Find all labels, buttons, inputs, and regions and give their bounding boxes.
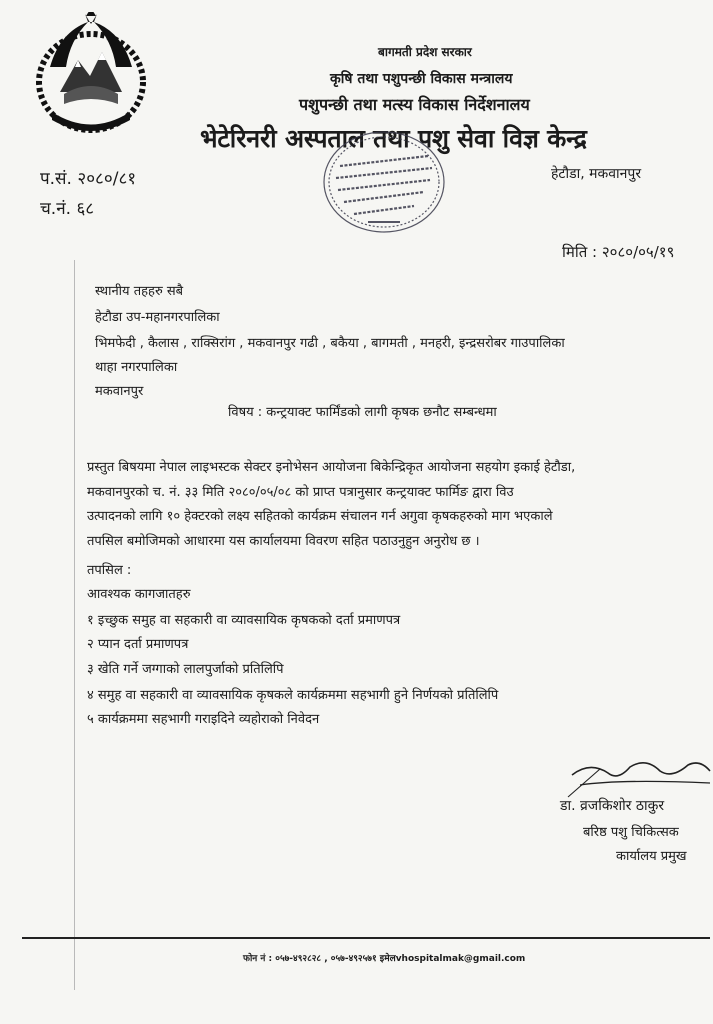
- letter-subject: विषय : कन्ट्रयाक्ट फार्मिंडको लागी कृषक छनौट सम्बन्धमा: [228, 405, 497, 420]
- document-item: ५ कार्यक्रममा सहभागी गराइदिने व्यहोराको निवेदन: [87, 712, 320, 727]
- recipient-line: भिमफेदी , कैलास , राक्सिरांग , मकवानपुर गढी , बकैया , बागमती , मनहरी, इन्द्रसरोबर गाउपालिका: [95, 336, 565, 351]
- document-item: ३ खेति गर्ने जग्गाको लालपुर्जाको प्रतिलिपि: [87, 662, 284, 677]
- body-line: प्रस्तुत बिषयमा नेपाल लाइभस्टक सेक्टर इनोभेसन आयोजना बिकेन्द्रिकृत आयोजना सहयोग इकाई हेटौडा,: [87, 460, 576, 475]
- header-office-title: भेटेरिनरी अस्पताल तथा पशु सेवा विज्ञ केन्द्र: [200, 124, 587, 153]
- office-location: हेटौडा, मकवानपुर: [551, 166, 642, 182]
- signatory-name: डा. व्रजकिशोर ठाकुर: [560, 798, 665, 814]
- signatory-designation: बरिष्ठ पशु चिकित्सक: [583, 825, 679, 840]
- body-line: मकवानपुरको च. नं. ३३ मिति २०८०/०५/०८ को प्राप्त पत्रानुसार कन्ट्रयाक्ट फार्मिङ द्वारा विउ: [87, 484, 514, 500]
- document-item: २ प्यान दर्ता प्रमाणपत्र: [87, 637, 189, 652]
- header-directorate: पशुपन्छी तथा मत्स्य विकास निर्देशनालय: [299, 95, 530, 114]
- tapasil-label: तपसिल :: [87, 563, 132, 578]
- header-province: बागमती प्रदेश सरकार: [378, 45, 472, 59]
- recipient-line: हेटौडा उप-महानगरपालिका: [95, 310, 220, 325]
- body-line: तपसिल बमोजिमको आधारमा यस कार्यालयमा विवरण सहित पठाउनुहुन अनुरोध छ ।: [87, 533, 480, 549]
- signatory-role: कार्यालय प्रमुख: [616, 849, 687, 864]
- office-stamp-seal: [318, 126, 450, 238]
- document-item: ४ समुह वा सहकारी वा व्यावसायिक कृषकले कार्यक्रममा सहभागी हुने निर्णयको प्रतिलिपि: [87, 688, 499, 703]
- body-line: उत्पादनको लागि १० हेक्टरको लक्ष्य सहितको कार्यक्रम संचालन गर्न अगुवा कृषकहरुको माग भएकाले: [87, 509, 553, 524]
- nepal-emblem-logo: [30, 12, 152, 137]
- left-margin-line: [74, 260, 75, 990]
- footer-divider: [22, 937, 710, 939]
- document-item: १ इच्छुक समुह वा सहकारी वा व्यावसायिक कृषकको दर्ता प्रमाणपत्र: [87, 613, 401, 628]
- documents-heading: आवश्यक कागजातहरु: [87, 587, 191, 602]
- reference-number: प.सं. २०८०/८१: [40, 169, 137, 189]
- footer-contact: फोन नं : ०५७-४९२८२८ , ०५७-४९२५७१ इमेलvhospitalmak@gmail.com: [243, 954, 526, 964]
- recipient-line: थाहा नगरपालिका: [95, 360, 178, 375]
- recipient-line: मकवानपुर: [95, 384, 144, 399]
- recipient-line: स्थानीय तहहरु सबै: [95, 284, 184, 299]
- header-ministry: कृषि तथा पशुपन्छी विकास मन्त्रालय: [330, 71, 513, 87]
- letter-date: मिति : २०८०/०५/१९: [562, 243, 675, 261]
- dispatch-number: च.नं. ६८: [40, 199, 95, 219]
- letter-body: [87, 456, 702, 554]
